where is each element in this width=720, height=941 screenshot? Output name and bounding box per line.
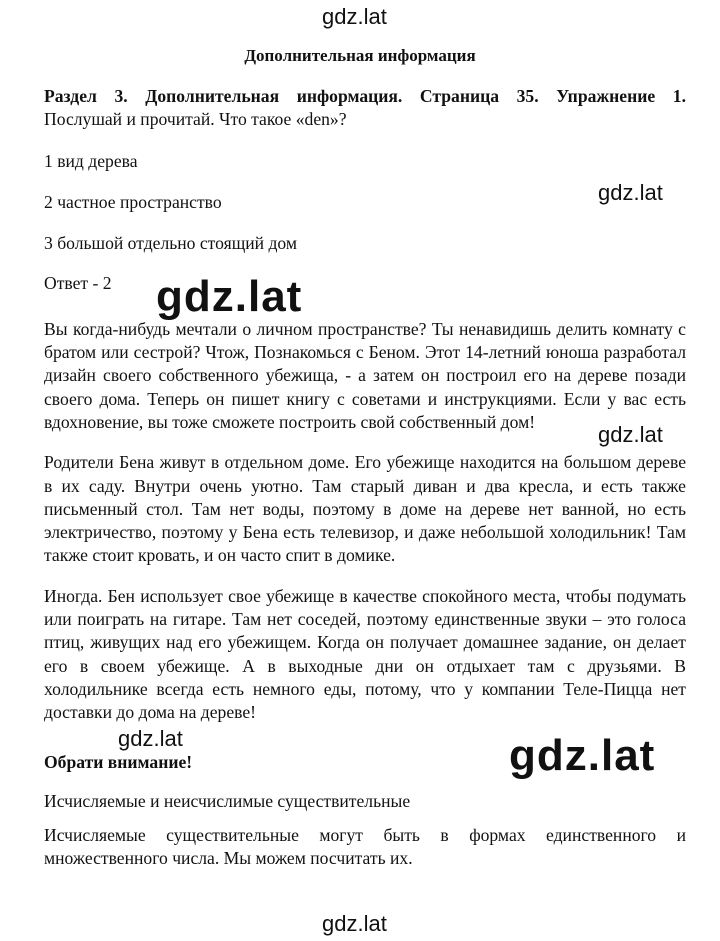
watermark-left-lower: gdz.lat — [118, 726, 183, 751]
watermark-right-middle: gdz.lat — [598, 422, 663, 447]
note-title: Обрати внимание! — [44, 751, 193, 772]
exercise-task: Послушай и прочитай. Что такое «den»? — [44, 109, 347, 130]
watermark-large-right: gdz.lat — [509, 731, 656, 780]
watermark-bottom: gdz.lat — [322, 911, 387, 936]
grammar-text: Исчисляемые существительные могут быть в формах единственного и множественного числа. Мы можем посчитать их. — [44, 825, 686, 869]
paragraph-1: Вы когда-нибудь мечтали о личном пространстве? Ты ненавидишь делить комнату с братом или сестрой? Чтож, Познакомься с Беном. Этот 14-летний юноша разработал дизайн своего собственного убежища, - а затем он построил его на дереве позади своего дома. Теперь он пишет книгу с советами и инструкциями. Если у вас есть вдохновение, вы тоже сможете построить свой собственный дом! — [44, 318, 686, 432]
watermark-top: gdz.lat — [322, 4, 387, 29]
option-3: 3 большой отдельно стоящий дом — [44, 233, 298, 254]
option-2: 2 частное пространство — [44, 191, 222, 212]
watermark-large-left: gdz.lat — [156, 272, 303, 321]
option-1: 1 вид дерева — [44, 150, 138, 171]
grammar-title: Исчисляемые и неисчислимые существительные — [44, 790, 411, 811]
exercise-title: Раздел 3. Дополнительная информация. Страница 35. Упражнение 1. — [44, 86, 686, 106]
paragraph-2: Родители Бена живут в отдельном доме. Его убежище находится на большом дереве в их саду. Внутри очень уютно. Там старый диван и два кресла, и есть также письменный стол. Там нет воды, поэтому в доме на дереве нет ванной, но есть электричество, поэтому у Бена есть телевизор, и даже небольшой холодильник! Там также стоит кровать, и он часто спит в домике. — [44, 452, 686, 566]
section-heading: Дополнительная информация — [244, 46, 476, 65]
paragraph-3: Иногда. Бен использует свое убежище в качестве спокойного места, чтобы подумать или поиграть на гитаре. Там нет соседей, поэтому единственные звуки – это голоса птиц, живущих над его убежищем. Когда он получает домашнее задание, он делает его в своем убежище. А в выходные дни он отдыхает там с друзьями. В холодильнике всегда есть немного еды, потому, что у компании Теле-Пицца нет доставки до дома на дереве! — [44, 585, 686, 723]
watermark-right-upper: gdz.lat — [598, 180, 663, 205]
answer-text: Ответ - 2 — [44, 273, 112, 294]
